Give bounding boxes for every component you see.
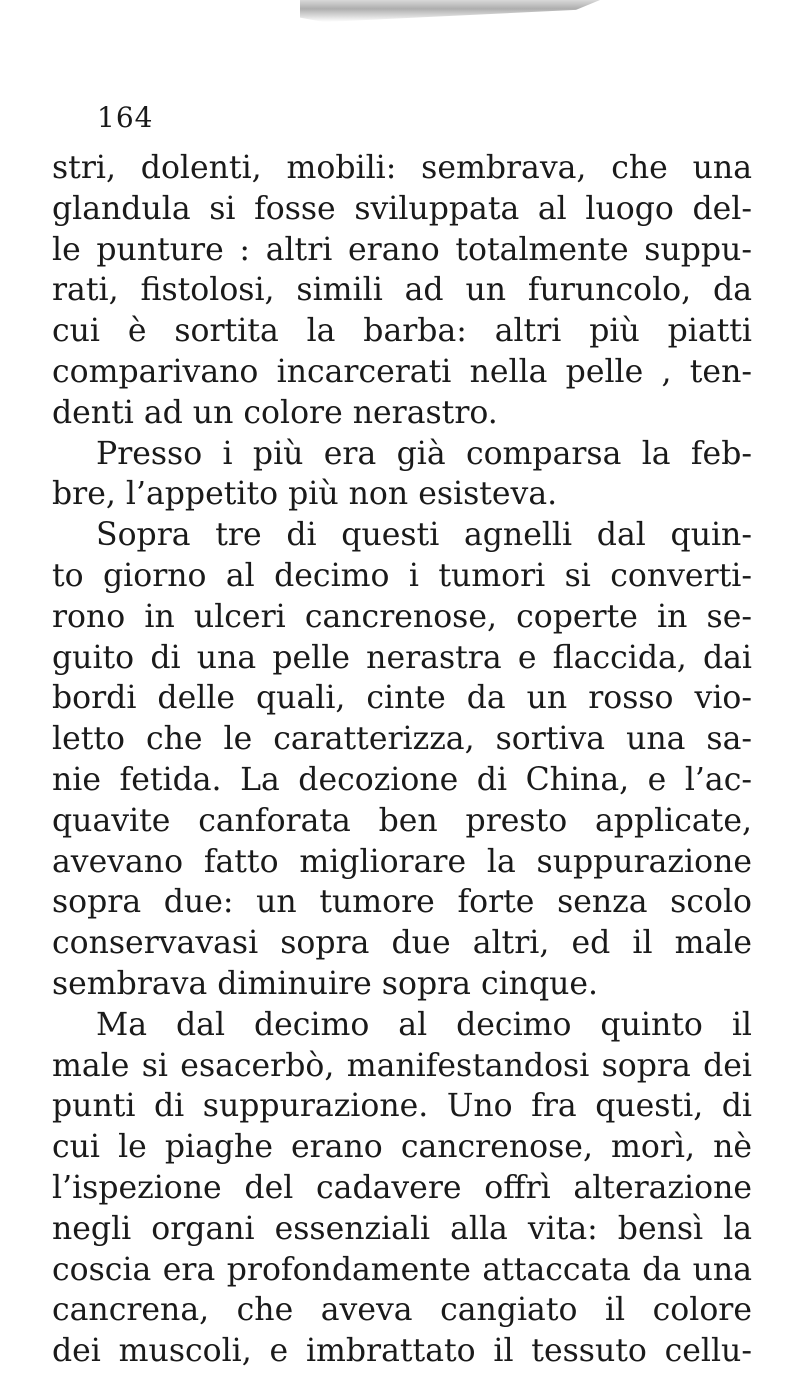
- text-line: quavite canforata ben presto applicate,: [52, 802, 752, 839]
- text-line: cui le piaghe erano cancrenose, morì, nè: [52, 1129, 752, 1166]
- text-line: rati, fistolosi, simili ad un furuncolo, da: [52, 272, 752, 309]
- text-line: letto che le caratterizza, sortiva una sa-: [52, 721, 752, 758]
- text-line: cancrena, che aveva cangiato il colore: [52, 1292, 752, 1329]
- text-line: stri, dolenti, mobili: sembrava, che una: [52, 150, 752, 186]
- text-line: punti di suppurazione. Uno fra questi, di: [52, 1088, 752, 1125]
- text-line: coscia era profondamente attaccata da una: [52, 1251, 752, 1288]
- text-line: cui è sortita la barba: altri più piatti: [52, 313, 752, 350]
- text-line: to giorno al decimo i tumori si converti-: [52, 557, 752, 594]
- text-line: male si esacerbò, manifestandosi sopra dei: [52, 1047, 752, 1084]
- page-number: 164: [97, 101, 154, 134]
- text-line: guito di una pelle nerastra e flaccida, dai: [52, 639, 752, 676]
- text-line: sembrava diminuire sopra cinque.: [52, 965, 599, 1002]
- text-line: le punture : altri erano totalmente suppu-: [52, 231, 752, 268]
- text-line: denti ad un colore nerastro.: [52, 394, 498, 431]
- text-line: negli organi essenziali alla vita: bensì la: [52, 1210, 752, 1247]
- text-line: bordi delle quali, cinte da un rosso vio-: [52, 680, 752, 717]
- text-line: nie fetida. La decozione di China, e l’ac-: [52, 761, 752, 798]
- text-line: l’ispezione del cadavere offrì alterazione: [52, 1169, 752, 1206]
- text-line: sopra due: un tumore forte senza scolo: [52, 884, 752, 921]
- paragraph-first-line: Sopra tre di questi agnelli dal quin-: [96, 517, 752, 554]
- text-line: bre, l’appetito più non esisteva.: [52, 476, 558, 513]
- paragraph-first-line: Presso i più era già comparsa la feb-: [96, 435, 752, 472]
- text-line: glandula si fosse sviluppata al luogo del-: [52, 190, 752, 227]
- text-line: comparivano incarcerati nella pelle , ten-: [52, 353, 752, 390]
- binding-shadow-mark: [300, 0, 600, 22]
- text-line: conservavasi sopra due altri, ed il male: [52, 925, 752, 962]
- text-line: dei muscoli, e imbrattato il tessuto cellu-: [52, 1333, 752, 1370]
- text-body: [52, 148, 752, 1372]
- paragraph-first-line: Ma dal decimo al decimo quinto il: [96, 1006, 752, 1043]
- text-line: avevano fatto migliorare la suppurazione: [52, 843, 752, 880]
- text-line: rono in ulceri cancrenose, coperte in se-: [52, 598, 752, 635]
